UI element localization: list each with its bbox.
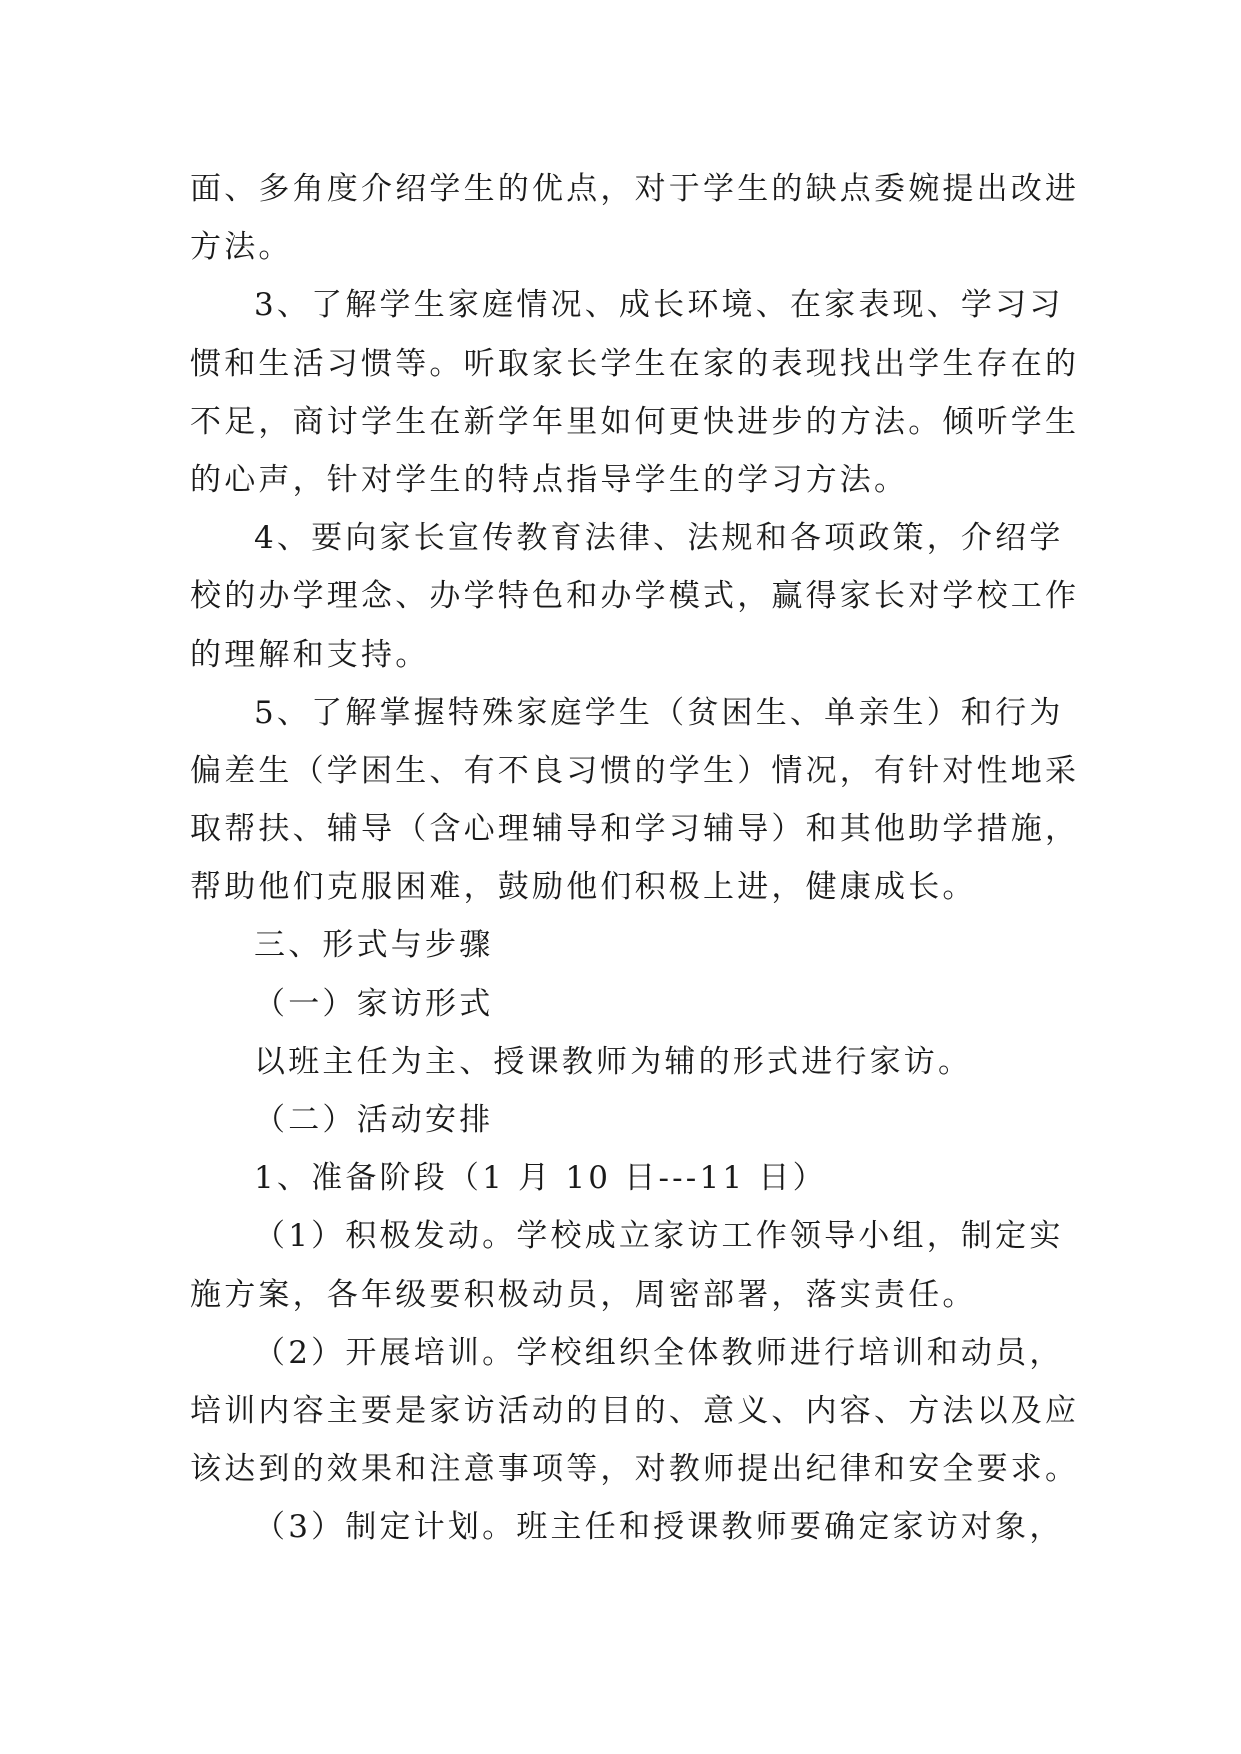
text-line: 惯和生活习惯等。听取家长学生在家的表现找出学生存在的	[190, 345, 1080, 382]
subsection-heading: （一）家访形式	[254, 985, 494, 1022]
text-line: 不足，商讨学生在新学年里如何更快进步的方法。倾听学生	[190, 403, 1080, 440]
text-line: （1）积极发动。学校成立家访工作领导小组，制定实	[254, 1218, 1064, 1255]
text-line: 面、多角度介绍学生的优点，对于学生的缺点委婉提出改进	[190, 171, 1080, 207]
text-line: 4、要向家长宣传教育法律、法规和各项政策，介绍学	[254, 520, 1064, 557]
text-line: 偏差生（学困生、有不良习惯的学生）情况，有针对性地采	[190, 752, 1080, 789]
text-line: 的心声，针对学生的特点指导学生的学习方法。	[190, 461, 909, 498]
text-line: 校的办学理念、办学特色和办学模式，赢得家长对学校工作	[190, 578, 1080, 615]
text-line: 3、了解学生家庭情况、成长环境、在家表现、学习习	[254, 287, 1064, 324]
text-line: 施方案，各年级要积极动员，周密部署，落实责任。	[190, 1276, 977, 1313]
text-line: 帮助他们克服困难，鼓励他们积极上进，健康成长。	[190, 869, 977, 906]
text-line: （2）开展培训。学校组织全体教师进行培训和动员，	[254, 1334, 1064, 1371]
text-line: 培训内容主要是家访活动的目的、意义、内容、方法以及应	[190, 1392, 1080, 1429]
text-line: 该达到的效果和注意事项等，对教师提出纪律和安全要求。	[190, 1451, 1080, 1488]
text-line: （3）制定计划。班主任和授课教师要确定家访对象，	[254, 1509, 1064, 1546]
text-line: 的理解和支持。	[190, 636, 430, 673]
text-line: 取帮扶、辅导（含心理辅导和学习辅导）和其他助学措施，	[190, 811, 1080, 848]
text-line: 以班主任为主、授课教师为辅的形式进行家访。	[254, 1043, 973, 1080]
subsection-heading: （二）活动安排	[254, 1102, 494, 1138]
text-line: 方法。	[190, 229, 293, 266]
text-line: 1、准备阶段（1 月 10 日---11 日）	[254, 1160, 827, 1197]
text-line: 5、了解掌握特殊家庭学生（贫困生、单亲生）和行为	[254, 694, 1064, 731]
document-body	[190, 160, 1080, 1557]
section-heading: 三、形式与步骤	[254, 927, 494, 964]
